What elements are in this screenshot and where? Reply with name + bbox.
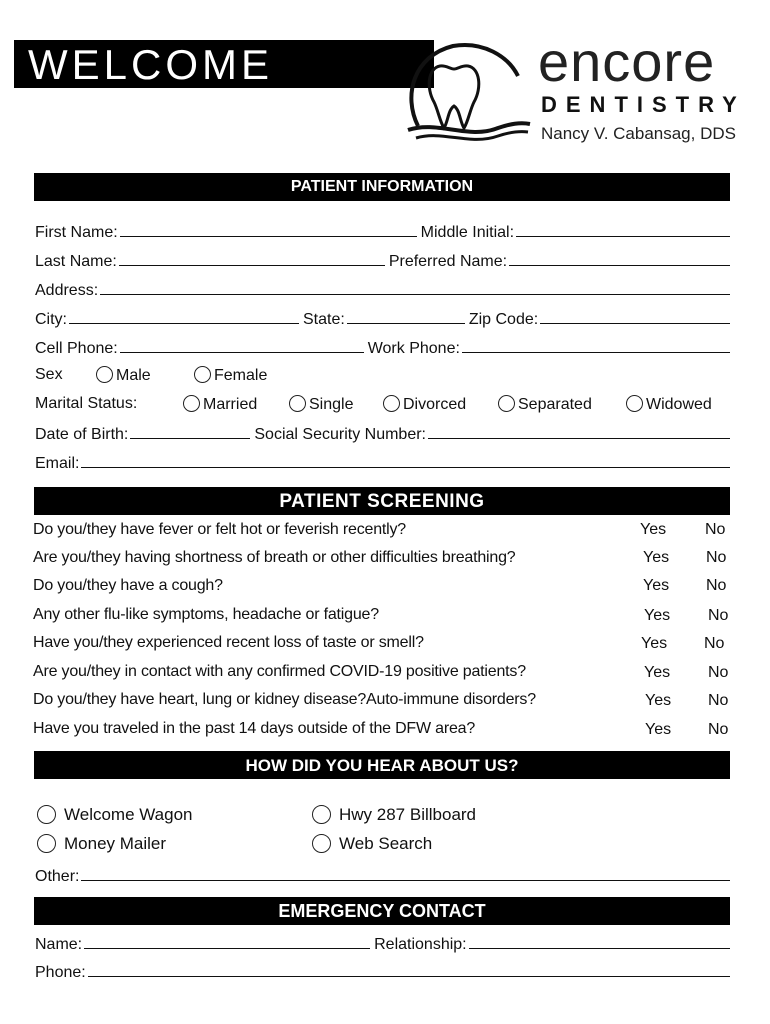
screening-question: Have you/they experienced recent loss of taste or smell?: [33, 634, 424, 651]
radio-icon[interactable]: [183, 395, 200, 412]
doctor-name: Nancy V. Cabansag, DDS: [541, 124, 736, 143]
work-phone-field[interactable]: [462, 352, 730, 353]
welcome-wagon-option[interactable]: Welcome Wagon: [37, 805, 193, 825]
yes-option[interactable]: Yes: [645, 721, 672, 738]
last-name-label: Last Name:: [35, 253, 117, 270]
radio-icon[interactable]: [37, 834, 56, 853]
screening-question: Are you/they having shortness of breath or other difficulties breathing?: [33, 549, 516, 566]
radio-icon[interactable]: [312, 834, 331, 853]
last-name-field[interactable]: [119, 265, 385, 266]
dob-field[interactable]: [130, 438, 250, 439]
tooth-logo-icon: [398, 36, 538, 146]
email-field[interactable]: [81, 467, 730, 468]
radio-icon[interactable]: [37, 805, 56, 824]
zip-label: Zip Code:: [468, 311, 539, 328]
radio-icon[interactable]: [96, 366, 113, 383]
billboard-option[interactable]: Hwy 287 Billboard: [312, 805, 476, 825]
no-option[interactable]: No: [705, 521, 726, 538]
row-phone: [35, 334, 730, 358]
other-label: Other:: [35, 868, 80, 885]
yes-option[interactable]: Yes: [640, 521, 667, 538]
emergency-name-field[interactable]: [84, 948, 370, 949]
email-label: Email:: [35, 455, 80, 472]
screening-question: Do you/they have heart, lung or kidney disease?Auto-immune disorders?: [33, 691, 536, 708]
city-label: City:: [35, 311, 67, 328]
cell-phone-label: Cell Phone:: [35, 340, 118, 357]
no-option[interactable]: No: [708, 692, 729, 709]
marital-single-option[interactable]: Single: [289, 395, 353, 414]
row-email: [35, 449, 730, 473]
ssn-field[interactable]: [428, 438, 730, 439]
address-field[interactable]: [100, 294, 730, 295]
patient-info-header: PATIENT INFORMATION: [34, 173, 730, 201]
radio-icon[interactable]: [194, 366, 211, 383]
yes-option[interactable]: Yes: [643, 549, 670, 566]
dob-label: Date of Birth:: [35, 426, 129, 443]
marital-separated-option[interactable]: Separated: [498, 395, 592, 414]
screening-question: Do you/they have a cough?: [33, 577, 223, 594]
emergency-phone-label: Phone:: [35, 964, 86, 981]
radio-icon[interactable]: [498, 395, 515, 412]
row-last-name: [35, 247, 730, 271]
row-address: [35, 276, 730, 300]
yes-option[interactable]: Yes: [641, 635, 668, 652]
no-option[interactable]: No: [704, 635, 725, 652]
cell-phone-field[interactable]: [120, 352, 364, 353]
sex-male-option[interactable]: Male: [96, 366, 151, 385]
radio-icon[interactable]: [626, 395, 643, 412]
radio-icon[interactable]: [383, 395, 400, 412]
referral-header: HOW DID YOU HEAR ABOUT US?: [34, 751, 730, 779]
state-label: State:: [303, 311, 345, 328]
emergency-name-label: Name:: [35, 936, 83, 953]
middle-initial-field[interactable]: [516, 236, 730, 237]
other-field[interactable]: [81, 880, 730, 881]
no-option[interactable]: No: [706, 577, 727, 594]
middle-initial-label: Middle Initial:: [420, 224, 515, 241]
welcome-title: WELCOME: [28, 41, 274, 88]
marital-status-label: Marital Status:: [35, 395, 138, 412]
yes-option[interactable]: Yes: [644, 607, 671, 624]
first-name-field[interactable]: [120, 236, 417, 237]
sex-label: Sex: [35, 366, 63, 383]
state-field[interactable]: [347, 323, 465, 324]
screening-question: Do you/they have fever or felt hot or feverish recently?: [33, 521, 406, 538]
marital-widowed-option[interactable]: Widowed: [626, 395, 712, 414]
yes-option[interactable]: Yes: [645, 692, 672, 709]
web-search-option[interactable]: Web Search: [312, 834, 432, 854]
no-option[interactable]: No: [708, 664, 729, 681]
yes-option[interactable]: Yes: [643, 577, 670, 594]
radio-icon[interactable]: [312, 805, 331, 824]
preferred-name-label: Preferred Name:: [388, 253, 508, 270]
no-option[interactable]: No: [708, 721, 729, 738]
relationship-field[interactable]: [469, 948, 730, 949]
relationship-label: Relationship:: [374, 936, 467, 953]
marital-married-option[interactable]: Married: [183, 395, 257, 414]
money-mailer-option[interactable]: Money Mailer: [37, 834, 166, 854]
work-phone-label: Work Phone:: [367, 340, 460, 357]
yes-option[interactable]: Yes: [644, 664, 671, 681]
address-label: Address:: [35, 282, 99, 299]
emergency-phone-field[interactable]: [88, 976, 730, 977]
emergency-header: EMERGENCY CONTACT: [34, 897, 730, 925]
first-name-label: First Name:: [35, 224, 118, 241]
city-field[interactable]: [69, 323, 299, 324]
screening-header: PATIENT SCREENING: [34, 487, 730, 515]
row-city: [35, 305, 730, 329]
zip-field[interactable]: [540, 323, 730, 324]
row-other: [35, 862, 730, 886]
row-dob: [35, 420, 730, 444]
brand-subtitle: DENTISTRY: [541, 92, 746, 117]
screening-question: Any other flu-like symptoms, headache or fatigue?: [33, 606, 379, 623]
brand-name: encore: [538, 30, 716, 93]
row-emergency-phone: [35, 958, 730, 982]
screening-question: Are you/they in contact with any confirmed COVID-19 positive patients?: [33, 663, 526, 680]
marital-divorced-option[interactable]: Divorced: [383, 395, 466, 414]
sex-female-option[interactable]: Female: [194, 366, 267, 385]
ssn-label: Social Security Number:: [254, 426, 426, 443]
screening-question: Have you traveled in the past 14 days outside of the DFW area?: [33, 720, 476, 737]
radio-icon[interactable]: [289, 395, 306, 412]
preferred-name-field[interactable]: [509, 265, 730, 266]
no-option[interactable]: No: [706, 549, 727, 566]
row-emergency-name: [35, 930, 730, 954]
row-name: [35, 218, 730, 242]
no-option[interactable]: No: [708, 607, 729, 624]
